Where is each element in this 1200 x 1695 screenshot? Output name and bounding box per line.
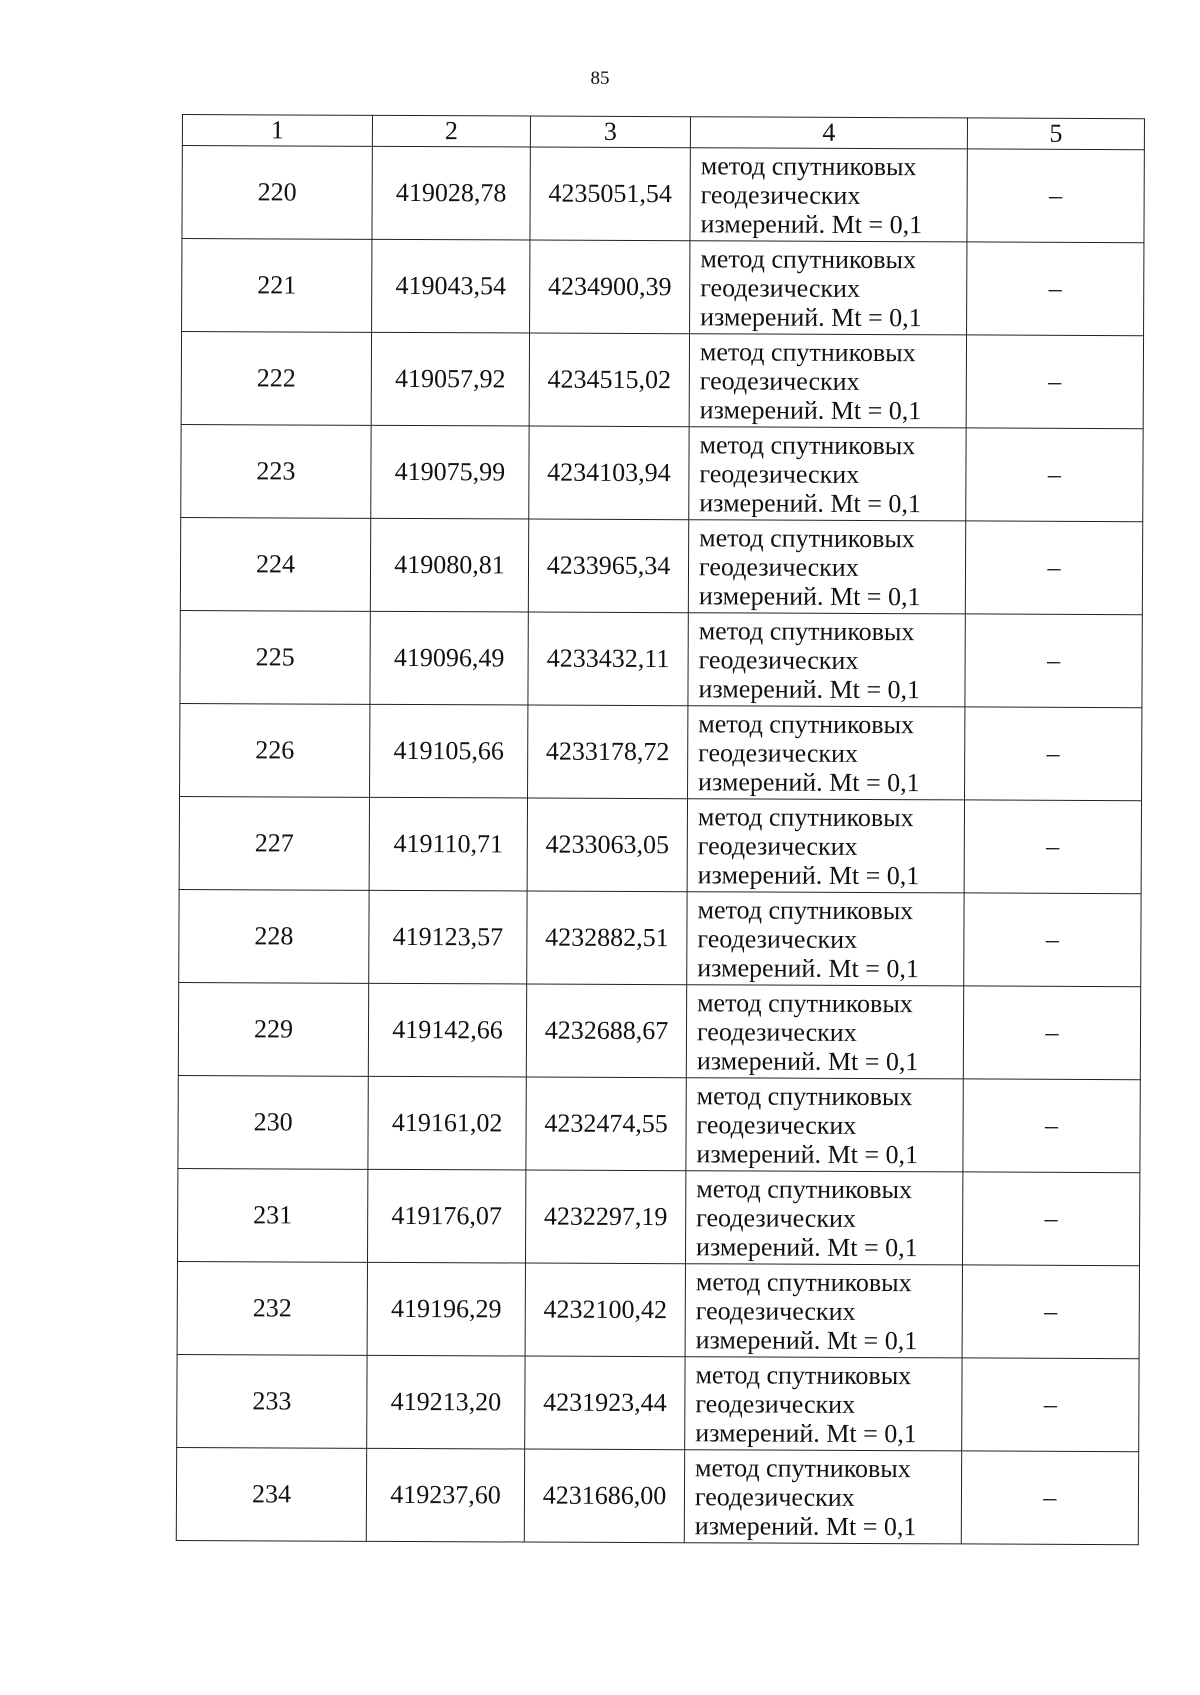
table-row xyxy=(178,982,1140,1079)
method-line: геодезических xyxy=(700,179,861,210)
method-line: метод спутниковых xyxy=(699,522,915,553)
method-line: геодезических xyxy=(698,737,859,768)
method-line: измерений. Mt = 0,1 xyxy=(696,1231,918,1262)
x-coordinate-cell: 419161,02 xyxy=(368,1076,526,1170)
point-number-cell: 233 xyxy=(177,1354,367,1448)
coordinates-table xyxy=(176,114,1145,1545)
point-number-cell: 228 xyxy=(179,889,369,983)
column-5-cell: – xyxy=(965,707,1142,801)
point-number-cell: 223 xyxy=(181,424,371,518)
table-row xyxy=(177,1168,1139,1265)
method-line: метод спутниковых xyxy=(695,1266,912,1297)
method-line: метод спутниковых xyxy=(697,801,914,832)
table-row xyxy=(178,1075,1140,1172)
method-cell xyxy=(686,1078,963,1172)
column-5-cell: – xyxy=(966,428,1143,522)
point-number-cell: 227 xyxy=(179,796,369,890)
column-5-cell: – xyxy=(963,1079,1140,1173)
method-line: измерений. Mt = 0,1 xyxy=(700,301,922,332)
x-coordinate-cell: 419105,66 xyxy=(370,704,528,798)
point-number-cell: 220 xyxy=(182,146,372,240)
method-cell xyxy=(687,892,964,986)
column-5-cell: – xyxy=(967,242,1144,336)
method-line: измерений. Mt = 0,1 xyxy=(699,394,922,425)
method-line: геодезических xyxy=(697,830,858,861)
method-line: метод спутниковых xyxy=(700,150,917,181)
method-line: метод спутниковых xyxy=(700,243,917,274)
method-line: метод спутниковых xyxy=(699,336,916,367)
method-line: геодезических xyxy=(698,551,859,582)
method-line: метод спутниковых xyxy=(699,429,916,460)
y-coordinate-cell: 4232100,42 xyxy=(525,1263,685,1357)
table-row xyxy=(180,610,1142,707)
column-5-cell: – xyxy=(962,1265,1139,1359)
method-cell xyxy=(690,148,967,242)
method-line: измерений. Mt = 0,1 xyxy=(699,487,921,518)
x-coordinate-cell: 419196,29 xyxy=(367,1262,525,1356)
method-line: геодезических xyxy=(699,458,860,489)
method-line: измерений. Mt = 0,1 xyxy=(700,208,923,239)
method-line: метод спутниковых xyxy=(695,1359,912,1390)
table-row xyxy=(176,1447,1138,1544)
column-header-1: 1 xyxy=(182,115,372,147)
point-number-cell: 230 xyxy=(178,1075,368,1169)
point-number-cell: 225 xyxy=(180,610,370,704)
x-coordinate-cell: 419110,71 xyxy=(369,797,527,891)
method-cell xyxy=(688,706,965,800)
column-5-cell: – xyxy=(965,521,1142,615)
table-row xyxy=(182,146,1144,243)
table-row xyxy=(179,889,1141,986)
method-line: метод спутниковых xyxy=(695,1452,911,1483)
y-coordinate-cell: 4234515,02 xyxy=(529,333,689,427)
table-row xyxy=(180,703,1142,800)
x-coordinate-cell: 419213,20 xyxy=(367,1355,525,1449)
x-coordinate-cell: 419096,49 xyxy=(370,611,528,705)
column-header-4: 4 xyxy=(690,117,967,149)
table-row xyxy=(177,1261,1139,1358)
method-line: измерений. Mt = 0,1 xyxy=(697,952,919,983)
method-line: геодезических xyxy=(696,1109,857,1140)
column-5-cell: – xyxy=(964,800,1141,894)
method-cell xyxy=(684,1450,961,1544)
point-number-cell: 234 xyxy=(176,1447,366,1541)
column-5-cell: – xyxy=(967,149,1144,243)
point-number-cell: 229 xyxy=(178,982,368,1076)
y-coordinate-cell: 4231686,00 xyxy=(524,1449,684,1543)
point-number-cell: 226 xyxy=(180,703,370,797)
column-5-cell: – xyxy=(962,1172,1139,1266)
y-coordinate-cell: 4231923,44 xyxy=(525,1356,685,1450)
method-line: измерений. Mt = 0,1 xyxy=(695,1324,918,1355)
method-cell xyxy=(690,241,967,335)
method-line: метод спутниковых xyxy=(696,1173,913,1204)
point-number-cell: 222 xyxy=(181,332,371,426)
method-cell xyxy=(685,1264,962,1358)
x-coordinate-cell: 419028,78 xyxy=(372,146,530,240)
table-row xyxy=(177,1354,1139,1451)
method-line: измерений. Mt = 0,1 xyxy=(698,580,921,611)
method-line: метод спутниковых xyxy=(698,615,915,646)
y-coordinate-cell: 4233965,34 xyxy=(528,519,688,613)
x-coordinate-cell: 419057,92 xyxy=(371,332,529,426)
column-header-3: 3 xyxy=(530,116,690,148)
method-line: метод спутниковых xyxy=(697,894,914,925)
method-line: геодезических xyxy=(698,644,859,675)
column-5-cell: – xyxy=(966,335,1143,429)
method-cell xyxy=(685,1357,962,1451)
method-line: геодезических xyxy=(697,923,858,954)
x-coordinate-cell: 419075,99 xyxy=(371,425,529,519)
coordinates-table-container xyxy=(176,114,1144,1545)
method-line: метод спутниковых xyxy=(696,1080,913,1111)
column-5-cell: – xyxy=(964,893,1141,987)
column-5-cell: – xyxy=(963,986,1140,1080)
table-row xyxy=(181,424,1143,521)
y-coordinate-cell: 4234900,39 xyxy=(530,240,690,334)
y-coordinate-cell: 4234103,94 xyxy=(529,426,689,520)
method-cell xyxy=(687,799,964,893)
table-row xyxy=(182,239,1144,336)
column-header-5: 5 xyxy=(967,118,1144,150)
method-line: геодезических xyxy=(694,1481,855,1512)
method-line: метод спутниковых xyxy=(698,708,915,739)
method-line: геодезических xyxy=(696,1202,856,1233)
method-line: измерений. Mt = 0,1 xyxy=(698,766,920,797)
method-cell xyxy=(688,613,965,707)
method-cell xyxy=(685,1171,962,1265)
method-line: геодезических xyxy=(696,1016,857,1047)
method-line: метод спутниковых xyxy=(697,987,913,1018)
table-row xyxy=(180,517,1142,614)
method-cell xyxy=(689,334,966,428)
y-coordinate-cell: 4232297,19 xyxy=(525,1170,685,1264)
method-line: измерений. Mt = 0,1 xyxy=(695,1417,917,1448)
method-cell xyxy=(688,520,965,614)
y-coordinate-cell: 4235051,54 xyxy=(530,147,690,241)
column-5-cell: – xyxy=(965,614,1142,708)
column-5-cell: – xyxy=(961,1451,1138,1545)
point-number-cell: 221 xyxy=(182,239,372,333)
method-line: геодезических xyxy=(695,1295,856,1326)
table-body xyxy=(176,146,1144,1545)
method-cell xyxy=(689,427,966,521)
x-coordinate-cell: 419142,66 xyxy=(368,983,526,1077)
x-coordinate-cell: 419237,60 xyxy=(366,1448,524,1542)
table-header-row xyxy=(182,115,1144,150)
point-number-cell: 232 xyxy=(177,1261,367,1355)
x-coordinate-cell: 419123,57 xyxy=(369,890,527,984)
y-coordinate-cell: 4232474,55 xyxy=(526,1077,686,1171)
method-line: измерений. Mt = 0,1 xyxy=(697,859,920,890)
y-coordinate-cell: 4232688,67 xyxy=(526,984,686,1078)
y-coordinate-cell: 4233063,05 xyxy=(527,798,687,892)
y-coordinate-cell: 4233178,72 xyxy=(528,705,688,799)
table-row xyxy=(179,796,1141,893)
x-coordinate-cell: 419176,07 xyxy=(367,1169,525,1263)
point-number-cell: 224 xyxy=(180,517,370,611)
method-cell xyxy=(686,985,963,1079)
table-row xyxy=(181,332,1143,429)
column-header-2: 2 xyxy=(372,115,530,147)
point-number-cell: 231 xyxy=(177,1168,367,1262)
method-line: измерений. Mt = 0,1 xyxy=(696,1138,919,1169)
method-line: геодезических xyxy=(699,365,860,396)
method-line: измерений. Mt = 0,1 xyxy=(698,673,921,704)
y-coordinate-cell: 4232882,51 xyxy=(527,891,687,985)
y-coordinate-cell: 4233432,11 xyxy=(528,612,688,706)
x-coordinate-cell: 419043,54 xyxy=(372,239,530,333)
method-line: измерений. Mt = 0,1 xyxy=(694,1510,917,1541)
x-coordinate-cell: 419080,81 xyxy=(370,518,528,612)
page-number: 85 xyxy=(590,68,610,89)
method-line: геодезических xyxy=(695,1388,856,1419)
method-line: геодезических xyxy=(700,272,861,303)
column-5-cell: – xyxy=(962,1358,1139,1452)
method-line: измерений. Mt = 0,1 xyxy=(696,1045,919,1076)
